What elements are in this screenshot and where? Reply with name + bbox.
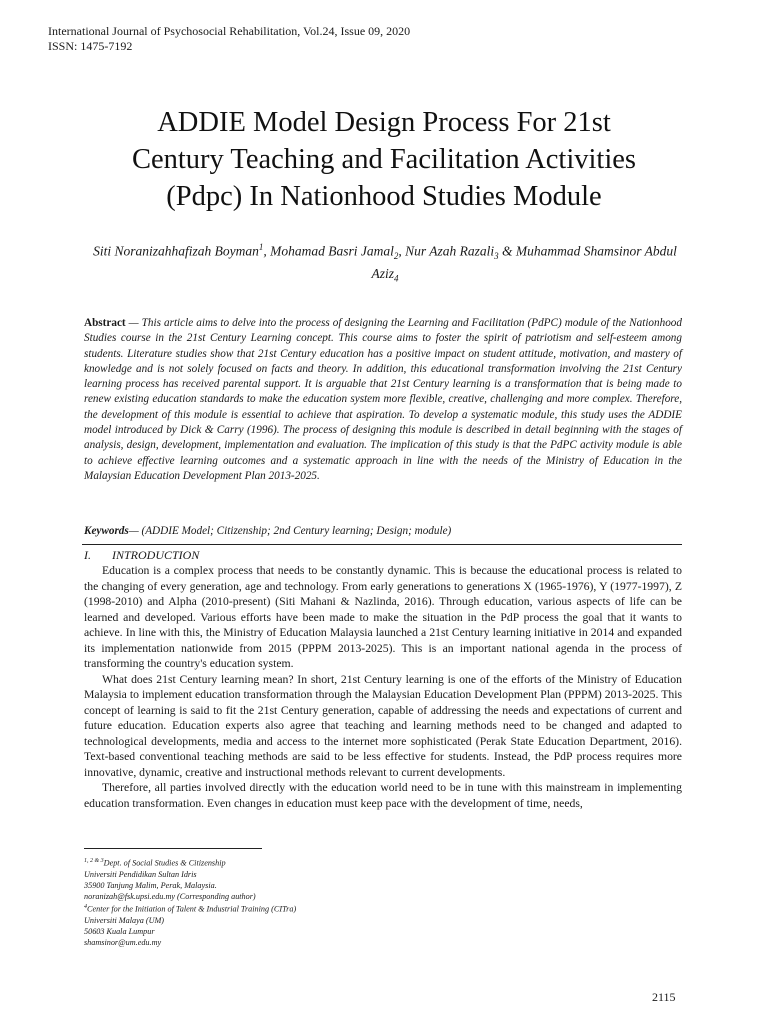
footnote-line: 35900 Tanjung Malim, Perak, Malaysia. [84, 880, 217, 890]
abstract-text: This article aims to delve into the process of designing the Learning and Facilitation (PdPC) module of the Nationhood Studies course in the 21st Century Learning concept. This course aims to foster the spirit of patriotism and self-esteem among students. Literature studies show that 21st Century education has a positive impact on student attitude, motivation, and mastery of knowledge and is not solely focused on facts and theory. In addition, this educational transformation involving the 21st Century learning process has received parental support. It is arguable that 21st Century learning is a transformation that is being made to renew existing education standards to make the education system more flexible, creative, challenging and more complex. Therefore, the development of this module is essential to achieve that aspiration. To develop a systematic module, this study uses the ADDIE model introduced by Dick & Carry (1996). The process of designing this module is described in detail beginning with the stages of analysis, design, development, implementation and evaluation. The implication of this study is that the PdPC activity module is able to achieve effective learning outcomes and a systematic approach in line with the needs of the Ministry of Education in the Malaysian Education Development Plan 2013-2025. [84, 317, 682, 482]
section-title: INTRODUCTION [112, 548, 200, 562]
footnote-line [84, 856, 296, 869]
footnote-mark: 1, 2 & 3 [84, 858, 104, 864]
section-divider [82, 544, 682, 545]
abstract [84, 316, 682, 484]
journal-header [48, 24, 410, 54]
paragraph: What does 21st Century learning mean? In short, 21st Century learning is one of the efforts of the Ministry of Education Malaysia to implement education transformation through the Malaysian Education Development Plan (PPPM) 2013-2025. This concept of learning is said to fit the 21st Century generation, capable of addressing the needs and expectations of current and future education. Education experts also agree that teaching and learning methods need to be changed and adapted to technological developments, media and access to the internet more sophisticated (Perak State Education Department, 2016). Text-based conventional teaching methods are said to be less effective for students. Instead, the PdP process requires more innovative, dynamic, creative and instructional methods relevant to current developments. [84, 672, 682, 779]
footnote-line: noranizah@fsk.upsi.edu.my (Corresponding author) [84, 892, 256, 902]
keywords-text: — (ADDIE Model; Citizenship; 2nd Century learning; Design; module) [128, 525, 452, 537]
footnote-line: shamsinor@um.edu.my [84, 938, 162, 948]
title-line-3: (Pdpc) In Nationhood Studies Module [166, 181, 602, 212]
paragraph: Education is a complex process that needs to be constantly dynamic. This is because the educational process is related to the changing of every generation, age and technology. From early generations to generations X (1965-1976), Y (1977-1997), Z (1998-2010) and Alpha (2010-present) (Siti Mahani & Nazlinda, 2016). Through education, various aspects of life can be learned and developed. Various efforts have been made to make the situation in the PdP process the goal that it wants to achieve. In line with this, the Ministry of Education Malaysia launched a 21st Century learning initiative in 2014 and expanded its implementation nationwide from 2015 (PPPM 2013-2025). This is an important national agenda in the process of transforming the country's education system. [84, 564, 682, 670]
author-2: , Mohamad Basri Jamal [263, 243, 394, 259]
author-4: & Muhammad Shamsinor Abdul Aziz [371, 243, 677, 282]
footnote-line: Universiti Malaya (UM) [84, 915, 165, 925]
journal-issn: ISSN: 1475-7192 [48, 39, 133, 53]
footnote-mark: 4 [84, 904, 87, 911]
title-line-1: ADDIE Model Design Process For 21st [157, 107, 611, 138]
footnote-line [84, 902, 296, 915]
footnote-text: Center for the Initiation of Talent & Industrial Training (CITra) [87, 904, 297, 914]
page-number: 2115 [652, 990, 676, 1004]
author-3-mark: 3 [494, 251, 499, 262]
section-heading [84, 548, 199, 563]
paper-title [60, 104, 708, 215]
section-number: I. [84, 548, 91, 562]
keywords-label: Keywords [84, 525, 129, 537]
author-4-mark: 4 [394, 273, 399, 284]
author-3: , Nur Azah Razali [398, 243, 495, 259]
abstract-dash: — [125, 317, 142, 329]
keywords [84, 524, 682, 539]
title-line-2: Century Teaching and Facilitation Activities [131, 144, 637, 175]
footnote-divider [84, 848, 262, 849]
affiliation-footnotes [84, 856, 296, 948]
author-list [90, 238, 680, 288]
footnote-text: Dept. of Social Studies & Citizenship [103, 858, 226, 868]
footnote-line: 50603 Kuala Lumpur [84, 927, 155, 937]
author-1-mark: 1 [258, 242, 264, 252]
author-2-mark: 2 [393, 251, 399, 262]
author-1: Siti Noranizahhafizah Boyman [93, 243, 259, 259]
journal-citation: International Journal of Psychosocial Rehabilitation, Vol.24, Issue 09, 2020 [48, 24, 411, 38]
footnote-line: Universiti Pendidikan Sultan Idris [84, 869, 197, 879]
abstract-label: Abstract [84, 317, 126, 329]
body-text [84, 563, 682, 811]
paragraph: Therefore, all parties involved directly with the education world need to be in tune with this mainstream in implementing education transformation. Even changes in education must keep pace with the development of time, needs, [84, 781, 682, 810]
